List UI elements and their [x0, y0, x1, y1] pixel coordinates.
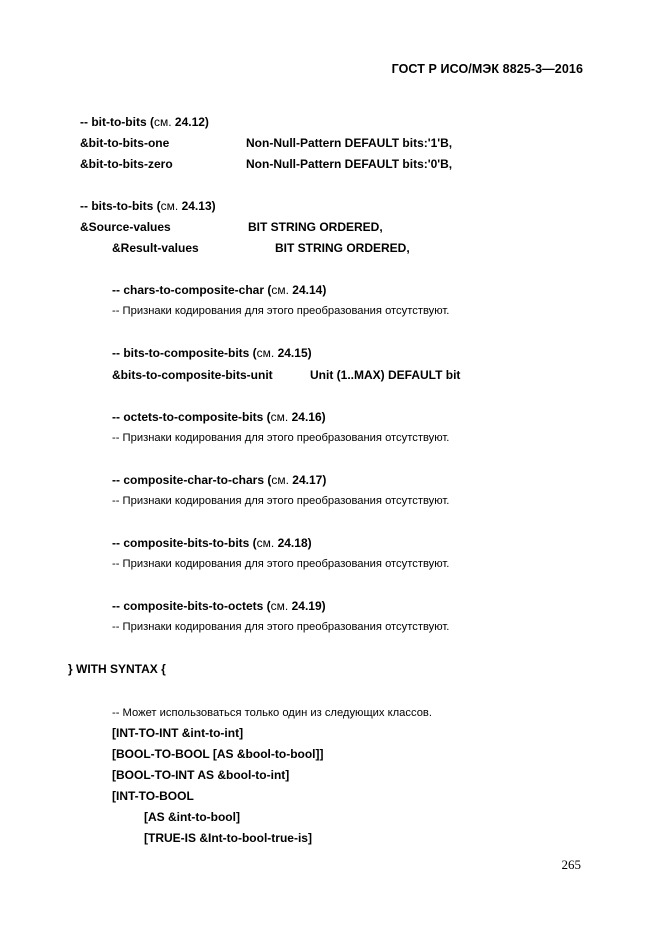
- reference-number: 24.13): [178, 199, 216, 213]
- field-source-values: &Source-values: [80, 220, 171, 234]
- syntax-true-is: [TRUE-IS &Int-to-bool-true-is]: [144, 831, 312, 845]
- reference-abbrev: см.: [271, 473, 289, 487]
- comment-octets-to-composite-bits: [112, 409, 326, 425]
- reference-number: 24.16): [288, 410, 326, 424]
- field-bit-to-bits-zero: &bit-to-bits-zero: [80, 157, 173, 171]
- field-type-source-values: BIT STRING ORDERED,: [248, 220, 383, 234]
- field-bits-to-composite-bits-unit: &bits-to-composite-bits-unit: [112, 368, 273, 382]
- comment-text: -- bits-to-composite-bits (: [112, 346, 257, 360]
- comment-single-class-only: -- Может использоваться только один из следующих классов.: [112, 707, 432, 719]
- comment-no-encoding-features: -- Признаки кодирования для этого преобразования отсутствуют.: [112, 621, 450, 633]
- syntax-int-to-bool: [INT-TO-BOOL: [112, 789, 194, 803]
- reference-abbrev: см.: [153, 115, 172, 129]
- comment-text: -- composite-char-to-chars (: [112, 473, 272, 487]
- reference-abbrev: см.: [160, 199, 179, 213]
- document-code-header: ГОСТ Р ИСО/МЭК 8825-3—2016: [391, 62, 583, 76]
- syntax-as-int-to-bool: [AS &int-to-bool]: [144, 810, 240, 824]
- field-type-bit-to-bits-zero: Non-Null-Pattern DEFAULT bits:'0'B,: [246, 157, 453, 171]
- reference-number: 24.14): [288, 283, 327, 297]
- reference-number: 24.12): [171, 115, 209, 129]
- comment-text: -- chars-to-composite-char (: [112, 283, 272, 297]
- reference-abbrev: см.: [270, 599, 289, 613]
- comment-composite-char-to-chars: [112, 472, 326, 488]
- comment-composite-bits-to-octets: [112, 598, 326, 614]
- field-type-bits-to-composite-bits-unit: Unit (1..MAX) DEFAULT bit: [310, 368, 461, 382]
- syntax-bool-to-bool: [BOOL-TO-BOOL [AS &bool-to-bool]]: [112, 747, 324, 761]
- page-number: 265: [561, 857, 581, 872]
- reference-abbrev: см.: [256, 346, 275, 360]
- reference-number: 24.17): [288, 473, 327, 487]
- comment-text: -- octets-to-composite-bits (: [112, 410, 271, 424]
- syntax-int-to-int: [INT-TO-INT &int-to-int]: [112, 726, 244, 740]
- comment-text: -- composite-bits-to-octets (: [112, 599, 271, 613]
- comment-no-encoding-features: -- Признаки кодирования для этого преобразования отсутствуют.: [112, 432, 450, 444]
- syntax-bool-to-int: [BOOL-TO-INT AS &bool-to-int]: [112, 768, 290, 782]
- comment-text: -- composite-bits-to-bits (: [112, 536, 257, 550]
- field-type-result-values: BIT STRING ORDERED,: [275, 241, 410, 255]
- field-bit-to-bits-one: &bit-to-bits-one: [80, 136, 170, 150]
- comment-bit-to-bits: [80, 114, 209, 130]
- comment-no-encoding-features: -- Признаки кодирования для этого преобразования отсутствуют.: [112, 495, 450, 507]
- reference-number: 24.19): [288, 599, 326, 613]
- comment-no-encoding-features: -- Признаки кодирования для этого преобразования отсутствуют.: [112, 558, 450, 570]
- comment-bits-to-bits: [80, 198, 216, 214]
- reference-abbrev: см.: [270, 410, 289, 424]
- reference-abbrev: см.: [271, 283, 289, 297]
- comment-text: -- bit-to-bits (: [80, 115, 154, 129]
- with-syntax-keyword: } WITH SYNTAX {: [68, 662, 166, 676]
- reference-number: 24.15): [274, 346, 312, 360]
- comment-text: -- bits-to-bits (: [80, 199, 161, 213]
- field-result-values: &Result-values: [112, 241, 199, 255]
- reference-number: 24.18): [274, 536, 312, 550]
- comment-bits-to-composite-bits: [112, 345, 312, 361]
- comment-composite-bits-to-bits: [112, 535, 312, 551]
- reference-abbrev: см.: [256, 536, 275, 550]
- field-type-bit-to-bits-one: Non-Null-Pattern DEFAULT bits:'1'B,: [246, 136, 453, 150]
- comment-chars-to-composite-char: [112, 282, 326, 298]
- comment-no-encoding-features: -- Признаки кодирования для этого преобразования отсутствуют.: [112, 305, 450, 317]
